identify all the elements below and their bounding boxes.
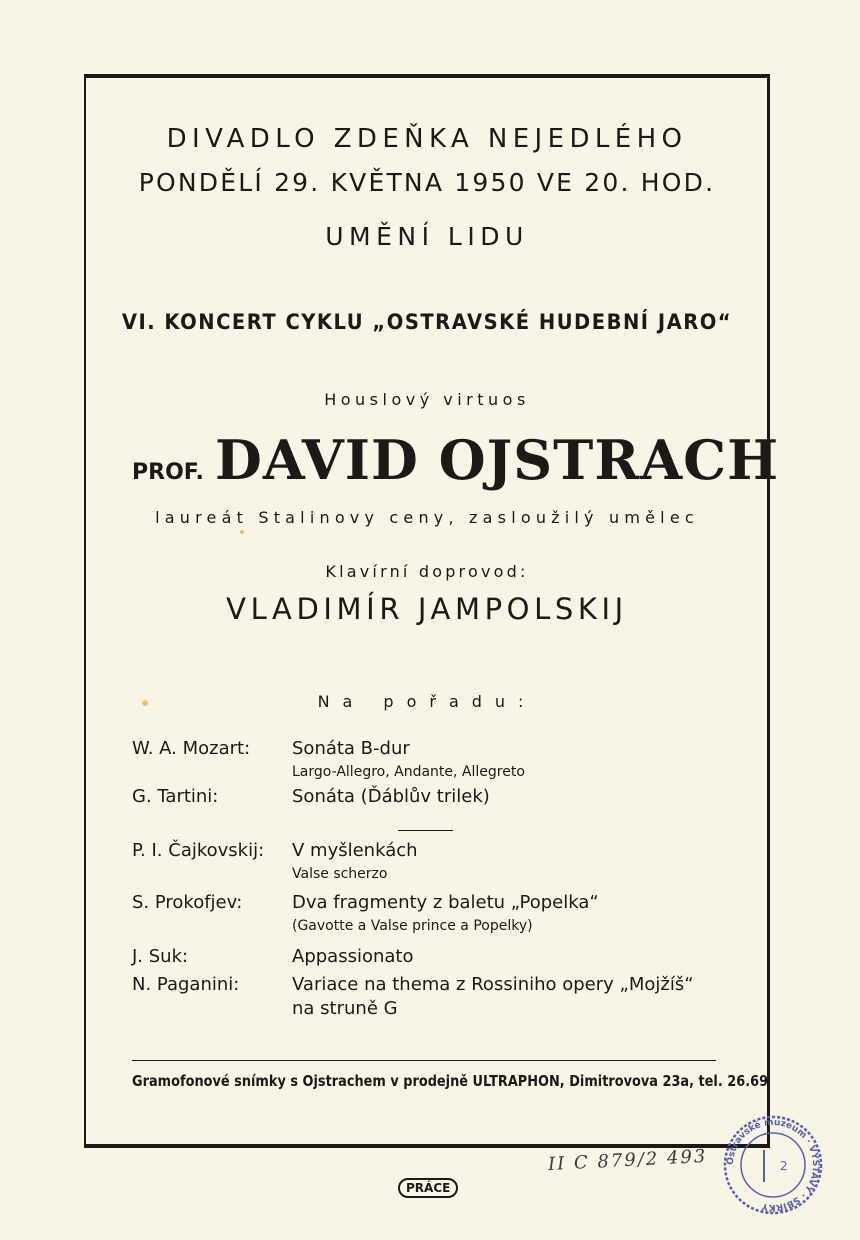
work: Appassionato	[292, 946, 414, 967]
program-list	[132, 738, 732, 1026]
soloist-titles: laureát Stalinovy ceny, zasloužilý umělec	[155, 508, 699, 527]
svg-text:Ostravské muzeum · VÝSTAVY · S: Ostravské muzeum · VÝSTAVY · SBÍRKY	[725, 1117, 821, 1213]
work: V myšlenkách	[292, 840, 418, 861]
museum-stamp-icon	[718, 1110, 828, 1220]
composer: P. I. Čajkovskij:	[132, 840, 265, 861]
work: Sonáta (Ďáblův trilek)	[292, 786, 490, 807]
work-detail: Largo-Allegro, Andante, Allegreto	[292, 764, 525, 780]
paper-stain	[240, 530, 244, 534]
composer: W. A. Mozart:	[132, 738, 251, 759]
footer-rule	[132, 1060, 716, 1061]
inventory-number: II C 879/2 493	[547, 1145, 708, 1176]
accompanist-name: VLADIMÍR JAMPOLSKIJ	[226, 592, 628, 626]
printer-mark: PRÁCE	[398, 1178, 458, 1198]
footer-note: Gramofonové snímky s Ojstrachem v prodejně ULTRAPHON, Dimitrovova 23a, tel. 26.69	[132, 1072, 769, 1090]
soloist-intro: Houslový virtuos	[324, 390, 530, 409]
work-detail: na struně G	[292, 998, 398, 1019]
program-item	[132, 840, 732, 892]
program-item	[132, 946, 732, 974]
date-time: PONDĚLÍ 29. KVĚTNA 1950 VE 20. HOD.	[138, 168, 716, 197]
work: Sonáta B-dur	[292, 738, 410, 759]
composer: G. Tartini:	[132, 786, 219, 807]
program-item	[132, 786, 732, 840]
composer: S. Prokofjev:	[132, 892, 243, 913]
composer: J. Suk:	[132, 946, 189, 967]
soloist-prefix: PROF.	[132, 460, 204, 485]
composer: N. Paganini:	[132, 974, 240, 995]
concert-title: VI. KONCERT CYKLU „OSTRAVSKÉ HUDEBNÍ JARO“	[121, 310, 733, 334]
work: Variace na thema z Rossiniho opery „Mojžíš“	[292, 974, 694, 995]
work-detail: (Gavotte a Valse prince a Popelky)	[292, 918, 533, 934]
venue: DIVADLO ZDEŇKA NEJEDLÉHO	[166, 124, 688, 154]
program-item	[132, 892, 732, 946]
soloist-name: DAVID OJSTRACH	[215, 428, 780, 492]
work: Dva fragmenty z baletu „Popelka“	[292, 892, 599, 913]
program-heading: Na pořadu:	[317, 692, 537, 711]
program-item	[132, 738, 732, 786]
work-detail: Valse scherzo	[292, 866, 388, 882]
paper-stain	[142, 700, 148, 706]
program-separator	[398, 830, 453, 831]
soloist-name-line	[132, 428, 780, 492]
stamp-number: 2	[780, 1159, 788, 1173]
organizer: UMĚNÍ LIDU	[325, 222, 529, 251]
accompanist-intro: Klavírní doprovod:	[325, 562, 529, 581]
program-item	[132, 974, 732, 1026]
